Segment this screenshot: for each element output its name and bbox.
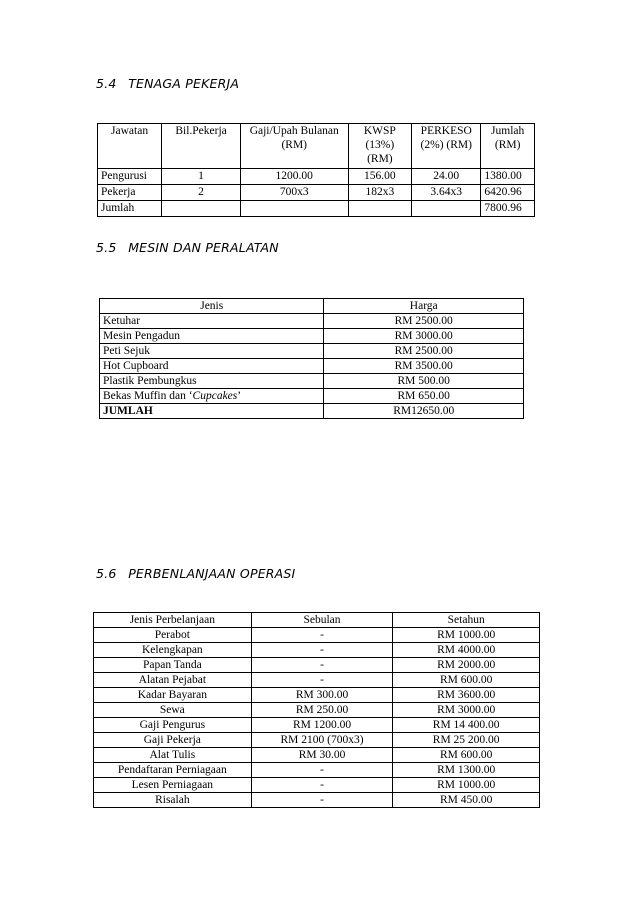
table-row	[98, 185, 535, 201]
section-heading-5-4	[96, 76, 239, 91]
section-title: TENAGA PEKERJA	[128, 76, 240, 91]
table-cell: -	[251, 793, 393, 808]
header-cell	[240, 124, 348, 169]
table-row	[94, 688, 540, 703]
table-cell: 2	[162, 185, 241, 201]
table-cell: Kadar Bayaran	[94, 688, 252, 703]
table-row	[100, 344, 524, 359]
header-cell: Jawatan	[98, 124, 162, 169]
table-row	[94, 748, 540, 763]
table-cell: RM 25 200.00	[393, 733, 540, 748]
table-cell: -	[251, 658, 393, 673]
table-cell: JUMLAH	[100, 404, 324, 419]
table-cell: Pendaftaran Perniagaan	[94, 763, 252, 778]
table-cell: RM 14 400.00	[393, 718, 540, 733]
table-cell: 3.64x3	[412, 185, 481, 201]
table-cell: 156.00	[348, 169, 412, 185]
table-row	[94, 763, 540, 778]
header-text: Jumlah (RM)	[491, 125, 525, 151]
table-cell: RM 250.00	[251, 703, 393, 718]
table-cell: -	[251, 628, 393, 643]
table-cell: RM 450.00	[393, 793, 540, 808]
section-heading-5-6	[96, 566, 295, 581]
section-number: 5.6	[96, 566, 117, 581]
table-cell: 7800.96	[481, 201, 535, 217]
table-cell: Gaji Pengurus	[94, 718, 252, 733]
table-header-row	[94, 613, 540, 628]
table-cell: Jumlah	[98, 201, 162, 217]
section-title: MESIN DAN PERALATAN	[128, 240, 279, 255]
cell-text-italic: Cupcakes	[192, 390, 238, 402]
table-row	[100, 374, 524, 389]
table-cell: RM 1300.00	[393, 763, 540, 778]
table-cell: 1	[162, 169, 241, 185]
section-heading-5-5	[96, 240, 279, 255]
table-cell: 1200.00	[240, 169, 348, 185]
table-cell: Alat Tulis	[94, 748, 252, 763]
table-cell: Risalah	[94, 793, 252, 808]
table-cell: 24.00	[412, 169, 481, 185]
table-row	[94, 733, 540, 748]
table-cell: -	[251, 763, 393, 778]
table-row	[94, 793, 540, 808]
table-cell: RM 2500.00	[324, 314, 524, 329]
table-cell: RM 1200.00	[251, 718, 393, 733]
header-cell	[348, 124, 412, 169]
table-row	[100, 359, 524, 374]
table-cell: Hot Cupboard	[100, 359, 324, 374]
table-row	[100, 389, 524, 404]
header-cell: Jenis Perbelanjaan	[94, 613, 252, 628]
table-cell: RM 3600.00	[393, 688, 540, 703]
table-cell: Lesen Perniagaan	[94, 778, 252, 793]
table-row	[94, 703, 540, 718]
table-cell: Pengurusi	[98, 169, 162, 185]
header-cell	[481, 124, 535, 169]
header-text: PERKESO (2%) (RM)	[420, 125, 472, 151]
table-cell: Perabot	[94, 628, 252, 643]
table-cell: RM 2500.00	[324, 344, 524, 359]
table-cell: Kelengkapan	[94, 643, 252, 658]
table-cell: RM 1000.00	[393, 628, 540, 643]
table-row	[94, 673, 540, 688]
table-cell: RM 3000.00	[324, 329, 524, 344]
table-cell: RM 1000.00	[393, 778, 540, 793]
table-cell: 1380.00	[481, 169, 535, 185]
table-cell: -	[251, 673, 393, 688]
table-row	[100, 404, 524, 419]
table-cell: 700x3	[240, 185, 348, 201]
table-cell: 182x3	[348, 185, 412, 201]
table-cell: RM 2100 (700x3)	[251, 733, 393, 748]
table-cell	[348, 201, 412, 217]
table-cell: RM 600.00	[393, 748, 540, 763]
table-row	[94, 778, 540, 793]
table-cell: RM 30.00	[251, 748, 393, 763]
table-cell: Ketuhar	[100, 314, 324, 329]
cell-text: ’	[237, 390, 242, 402]
operating-expense-table	[93, 612, 540, 808]
table-cell	[162, 201, 241, 217]
table-row	[98, 169, 535, 185]
table-cell: Papan Tanda	[94, 658, 252, 673]
table-cell	[240, 201, 348, 217]
table-cell: Peti Sejuk	[100, 344, 324, 359]
section-number: 5.4	[96, 76, 117, 91]
table-row	[100, 329, 524, 344]
table-row	[98, 201, 535, 217]
table-cell: Pekerja	[98, 185, 162, 201]
table-row	[94, 628, 540, 643]
header-cell: Setahun	[393, 613, 540, 628]
table-row	[94, 643, 540, 658]
table-cell: RM 2000.00	[393, 658, 540, 673]
header-text: KWSP (13%) (RM)	[363, 125, 396, 165]
table-cell: Sewa	[94, 703, 252, 718]
table-cell: RM 3000.00	[393, 703, 540, 718]
header-cell	[412, 124, 481, 169]
header-cell: Sebulan	[251, 613, 393, 628]
table-cell: Plastik Pembungkus	[100, 374, 324, 389]
section-title: PERBENLANJAAN OPERASI	[128, 566, 296, 581]
table-header-row	[98, 124, 535, 169]
table-row	[94, 658, 540, 673]
header-cell: Bil.Pekerja	[162, 124, 241, 169]
table-cell: RM 500.00	[324, 374, 524, 389]
staff-table	[97, 123, 535, 217]
equipment-table	[99, 298, 524, 419]
section-number: 5.5	[96, 240, 117, 255]
table-cell: RM 4000.00	[393, 643, 540, 658]
table-cell: -	[251, 643, 393, 658]
table-cell: -	[251, 778, 393, 793]
table-cell	[100, 389, 324, 404]
table-cell: Alatan Pejabat	[94, 673, 252, 688]
table-cell: 6420.96	[481, 185, 535, 201]
cell-text: Bekas Muffin dan ‘	[103, 390, 193, 402]
table-cell: RM12650.00	[324, 404, 524, 419]
table-cell: Mesin Pengadun	[100, 329, 324, 344]
table-cell: RM 3500.00	[324, 359, 524, 374]
table-row	[100, 314, 524, 329]
table-cell: RM 600.00	[393, 673, 540, 688]
header-cell: Jenis	[100, 299, 324, 314]
table-cell: RM 300.00	[251, 688, 393, 703]
table-header-row	[100, 299, 524, 314]
table-row	[94, 718, 540, 733]
table-cell	[412, 201, 481, 217]
table-cell: RM 650.00	[324, 389, 524, 404]
header-cell: Harga	[324, 299, 524, 314]
header-text: Gaji/Upah Bulanan (RM)	[249, 125, 339, 151]
table-cell: Gaji Pekerja	[94, 733, 252, 748]
